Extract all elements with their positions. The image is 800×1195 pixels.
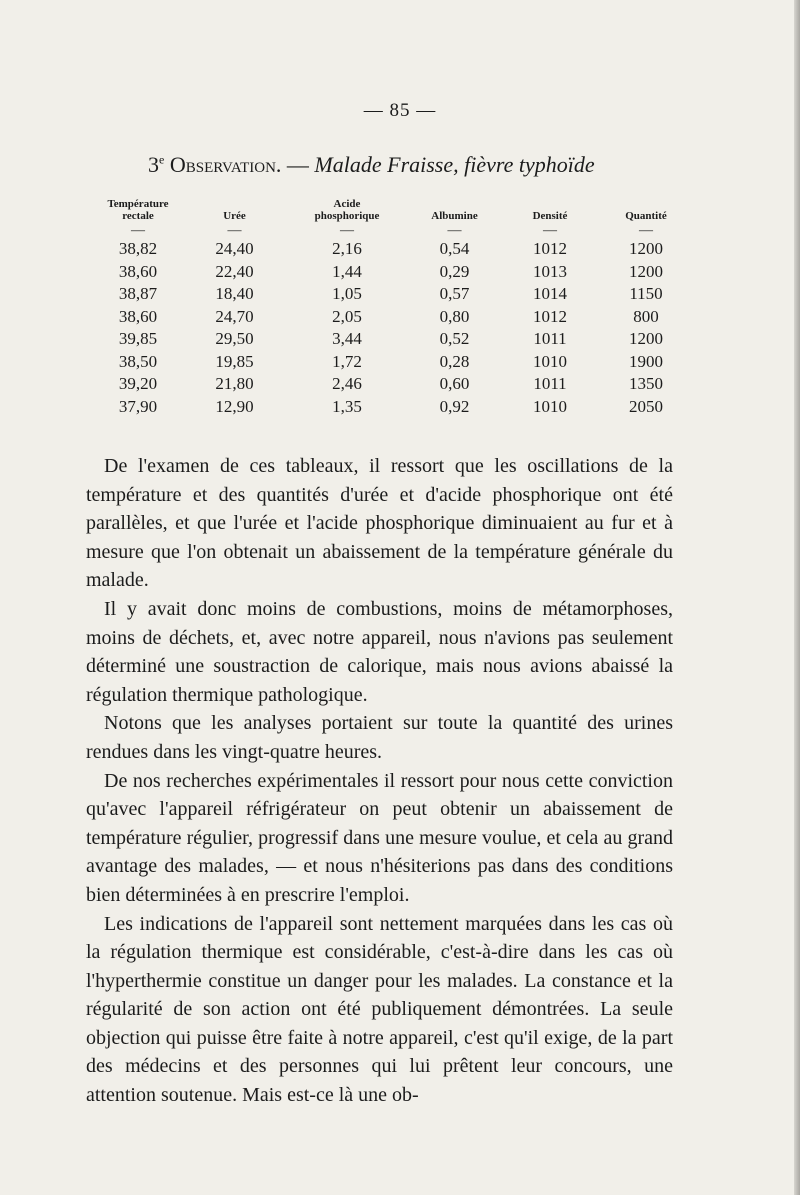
table-row: 38,87 18,40 1,05 0,57 1014 1150 [118, 284, 663, 303]
table-header-row [94, 198, 694, 224]
paragraph: Il y avait donc moins de combustions, moins de métamorphoses, moins de déchets, et, avec notre appareil, nous n'avions pas seulement déterminé une soustraction de calorique, mais nous avions abaissé la régulation thermique pathologique. [86, 597, 673, 706]
header-albumine: Albumine [431, 210, 478, 222]
analysis-table [94, 198, 694, 418]
table-dash-row: — — — — — — [131, 223, 653, 238]
page-edge [794, 0, 800, 1195]
observation-number-suffix: e [159, 152, 165, 167]
header-acide-phosphorique: Acide phosphorique [314, 198, 380, 222]
table-row: 38,50 19,85 1,72 0,28 1010 1900 [118, 351, 663, 371]
header-quantite: Quantité [625, 210, 667, 222]
observation-title [148, 152, 708, 178]
observation-number: 3 [148, 152, 159, 177]
table-row: 39,20 21,80 2,46 0,60 1011 1350 [118, 374, 663, 393]
observation-label: Observation. [169, 152, 282, 177]
paragraph: De nos recherches expérimentales il ressort pour nous cette conviction qu'avec l'appareil réfrigérateur on peut obtenir un abaissement de température régulier, progressif dans une mesure voulue, et cela au grand avantage des malades, — et nous n'hésiterions pas dans des conditions bien déterminées à en prescrire l'emploi. [86, 769, 673, 906]
observation-subject: Malade Fraisse, fièvre typhoïde [314, 152, 595, 177]
body-text [86, 452, 673, 1110]
table-row: 39,85 29,50 3,44 0,52 1011 1200 [118, 329, 663, 348]
page-number: — 85 — [363, 100, 437, 121]
table-row: 38,82 24,40 2,16 0,54 1012 1200 [118, 239, 663, 258]
paragraph: Notons que les analyses portaient sur toute la quantité des urines rendues dans les vingt-quatre heures. [86, 712, 673, 763]
table-row: 37,90 12,90 1,35 0,92 1010 2050 [118, 396, 663, 416]
header-uree: Urée [223, 210, 246, 222]
paragraph: De l'examen de ces tableaux, il ressort que les oscillations de la température et des quantités d'urée et d'acide phosphorique ont été parallèles, et que l'urée et l'acide phosphorique diminuaient au fur et à mesure que l'on obtenait un abaissement de la température générale du malade. [86, 455, 673, 592]
header-temperature: Température rectale [107, 198, 169, 222]
table-row: 38,60 24,70 2,05 0,80 1012 800 [118, 306, 659, 326]
title-dash: — [286, 152, 309, 177]
header-densite: Densité [532, 210, 568, 222]
table-row: 38,60 22,40 1,44 0,29 1013 1200 [118, 261, 663, 281]
paragraph: Les indications de l'appareil sont nettement marquées dans les cas où la régulation thermique est considérable, c'est-à-dire dans les cas où l'hyperthermie constitue un danger pour les malades. La constance et la régularité de son action ont été publiquement démontrées. La seule objection qui puisse être faite à notre appareil, c'est qu'il exige, de la part des médecins et des personnes qui lui prêtent leur concours, une attention soutenue. Mais est-ce là une ob- [86, 912, 673, 1107]
